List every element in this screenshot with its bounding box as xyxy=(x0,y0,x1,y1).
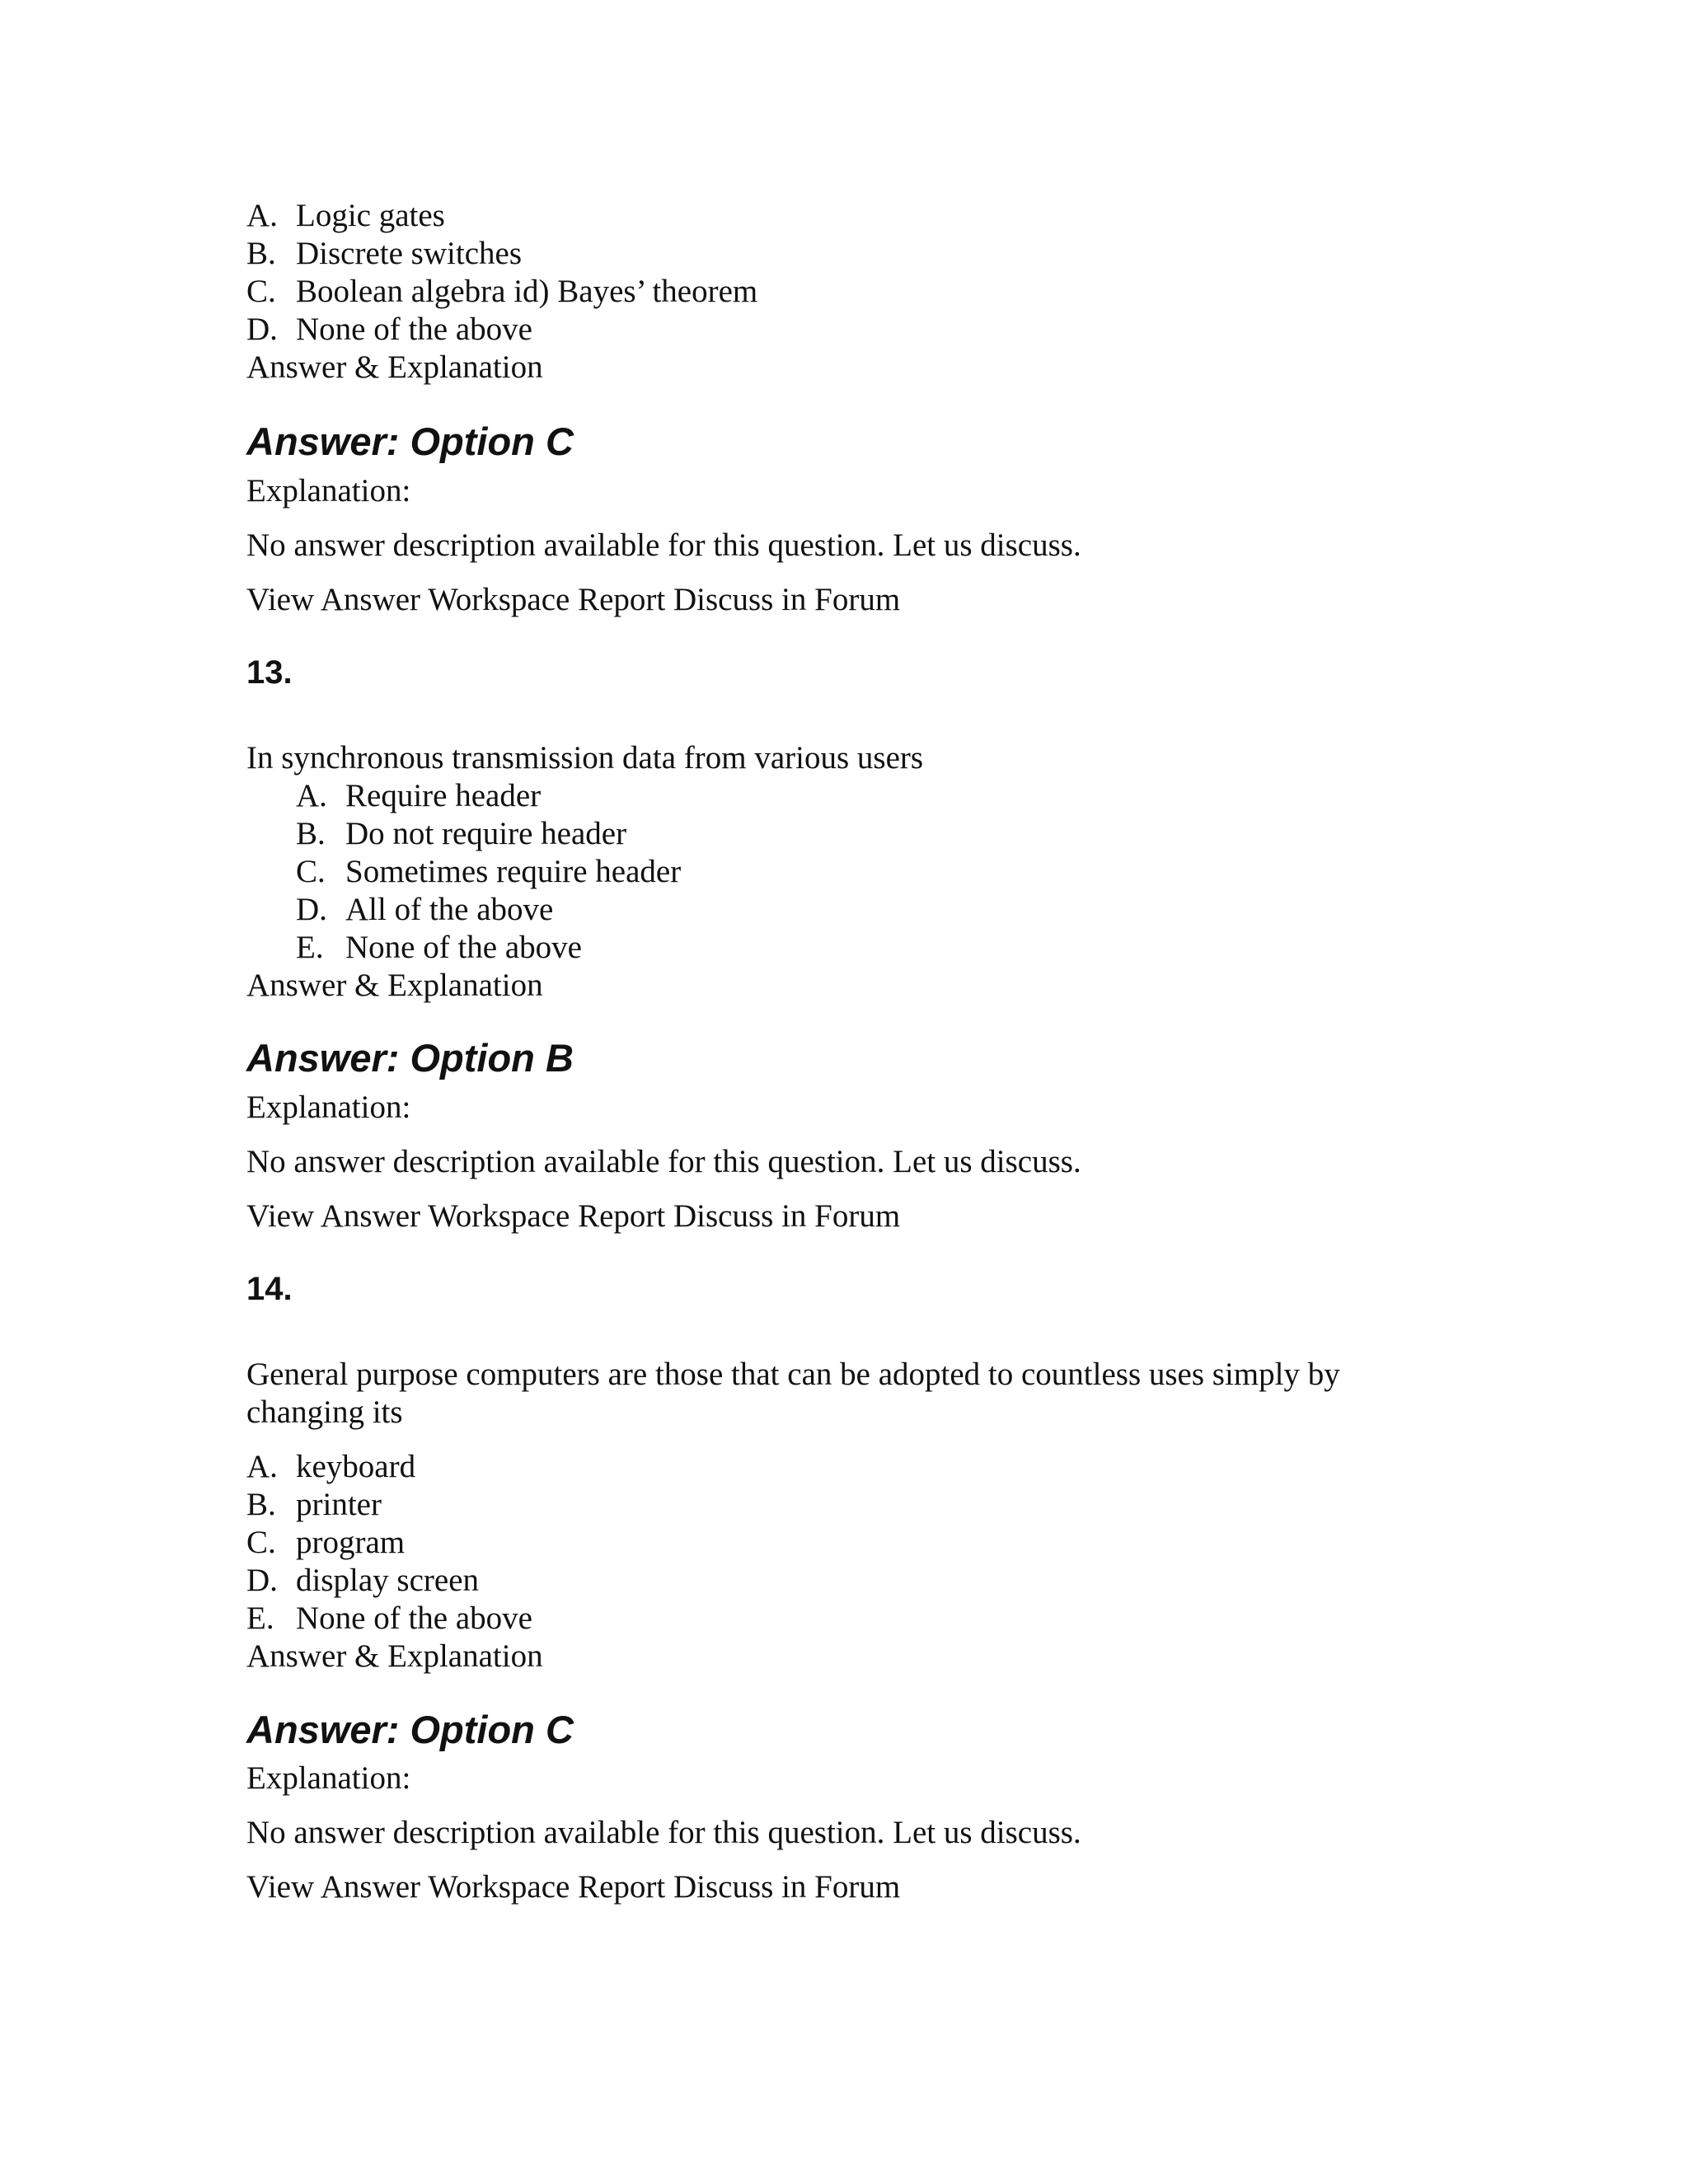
option-text: None of the above xyxy=(296,1601,532,1636)
option-letter: C. xyxy=(246,274,276,309)
option-text: None of the above xyxy=(296,312,532,347)
question-text: General purpose computers are those that can be adopted to countless uses simply by xyxy=(246,1357,1340,1392)
option-text: display screen xyxy=(296,1563,480,1598)
option-text: Discrete switches xyxy=(296,236,522,271)
option-letter: B. xyxy=(246,1487,276,1522)
option-letter: B. xyxy=(246,236,276,271)
option-letter: B. xyxy=(296,816,326,851)
option-a xyxy=(246,197,445,235)
action-links[interactable]: View Answer Workspace Report Discuss in Forum xyxy=(246,582,901,617)
question-text-continued: changing its xyxy=(246,1394,403,1430)
option-c xyxy=(246,1524,405,1562)
answer-explanation-link[interactable]: Answer & Explanation xyxy=(246,968,543,1003)
question-number: 13. xyxy=(246,654,293,691)
option-letter: D. xyxy=(296,892,327,927)
option-text: None of the above xyxy=(345,930,582,965)
option-c xyxy=(246,273,757,311)
option-e xyxy=(246,1600,532,1638)
question-number: 14. xyxy=(246,1271,293,1307)
explanation-label: Explanation: xyxy=(246,473,411,509)
explanation-label: Explanation: xyxy=(246,1760,411,1796)
explanation-text: No answer description available for this question. Let us discuss. xyxy=(246,1815,1081,1850)
answer-explanation-link[interactable]: Answer & Explanation xyxy=(246,1638,543,1674)
option-b xyxy=(296,815,626,853)
option-b xyxy=(246,235,522,273)
answer-heading: Answer: Option C xyxy=(246,1708,574,1751)
option-d xyxy=(246,311,532,349)
option-text: Require header xyxy=(345,778,542,813)
option-text: Sometimes require header xyxy=(345,854,682,889)
option-text: keyboard xyxy=(296,1449,416,1484)
option-b xyxy=(246,1486,382,1524)
explanation-text: No answer description available for this question. Let us discuss. xyxy=(246,527,1081,563)
answer-explanation-link[interactable]: Answer & Explanation xyxy=(246,349,543,385)
option-letter: E. xyxy=(296,930,324,965)
option-letter: A. xyxy=(246,1449,278,1484)
option-text: program xyxy=(296,1525,406,1560)
option-letter: A. xyxy=(296,778,327,813)
option-letter: C. xyxy=(296,854,326,889)
option-d xyxy=(296,891,553,929)
answer-heading: Answer: Option B xyxy=(246,1036,574,1080)
option-letter: C. xyxy=(246,1525,276,1560)
option-text: All of the above xyxy=(345,892,554,927)
option-letter: A. xyxy=(246,198,278,233)
option-text: Logic gates xyxy=(296,198,445,233)
action-links[interactable]: View Answer Workspace Report Discuss in Forum xyxy=(246,1869,901,1905)
option-c xyxy=(296,853,681,891)
explanation-text: No answer description available for this question. Let us discuss. xyxy=(246,1144,1081,1179)
option-letter: E. xyxy=(246,1601,274,1636)
option-text: Boolean algebra id) Bayes’ theorem xyxy=(296,274,758,309)
option-text: printer xyxy=(296,1487,382,1522)
option-a xyxy=(296,777,541,815)
option-letter: D. xyxy=(246,1563,278,1598)
option-text: Do not require header xyxy=(345,816,627,851)
answer-heading: Answer: Option C xyxy=(246,419,574,463)
explanation-label: Explanation: xyxy=(246,1090,411,1125)
question-text: In synchronous transmission data from various users xyxy=(246,740,924,776)
option-letter: D. xyxy=(246,312,278,347)
action-links[interactable]: View Answer Workspace Report Discuss in Forum xyxy=(246,1198,901,1234)
option-d xyxy=(246,1562,479,1600)
option-e xyxy=(296,929,582,967)
option-a xyxy=(246,1448,415,1486)
